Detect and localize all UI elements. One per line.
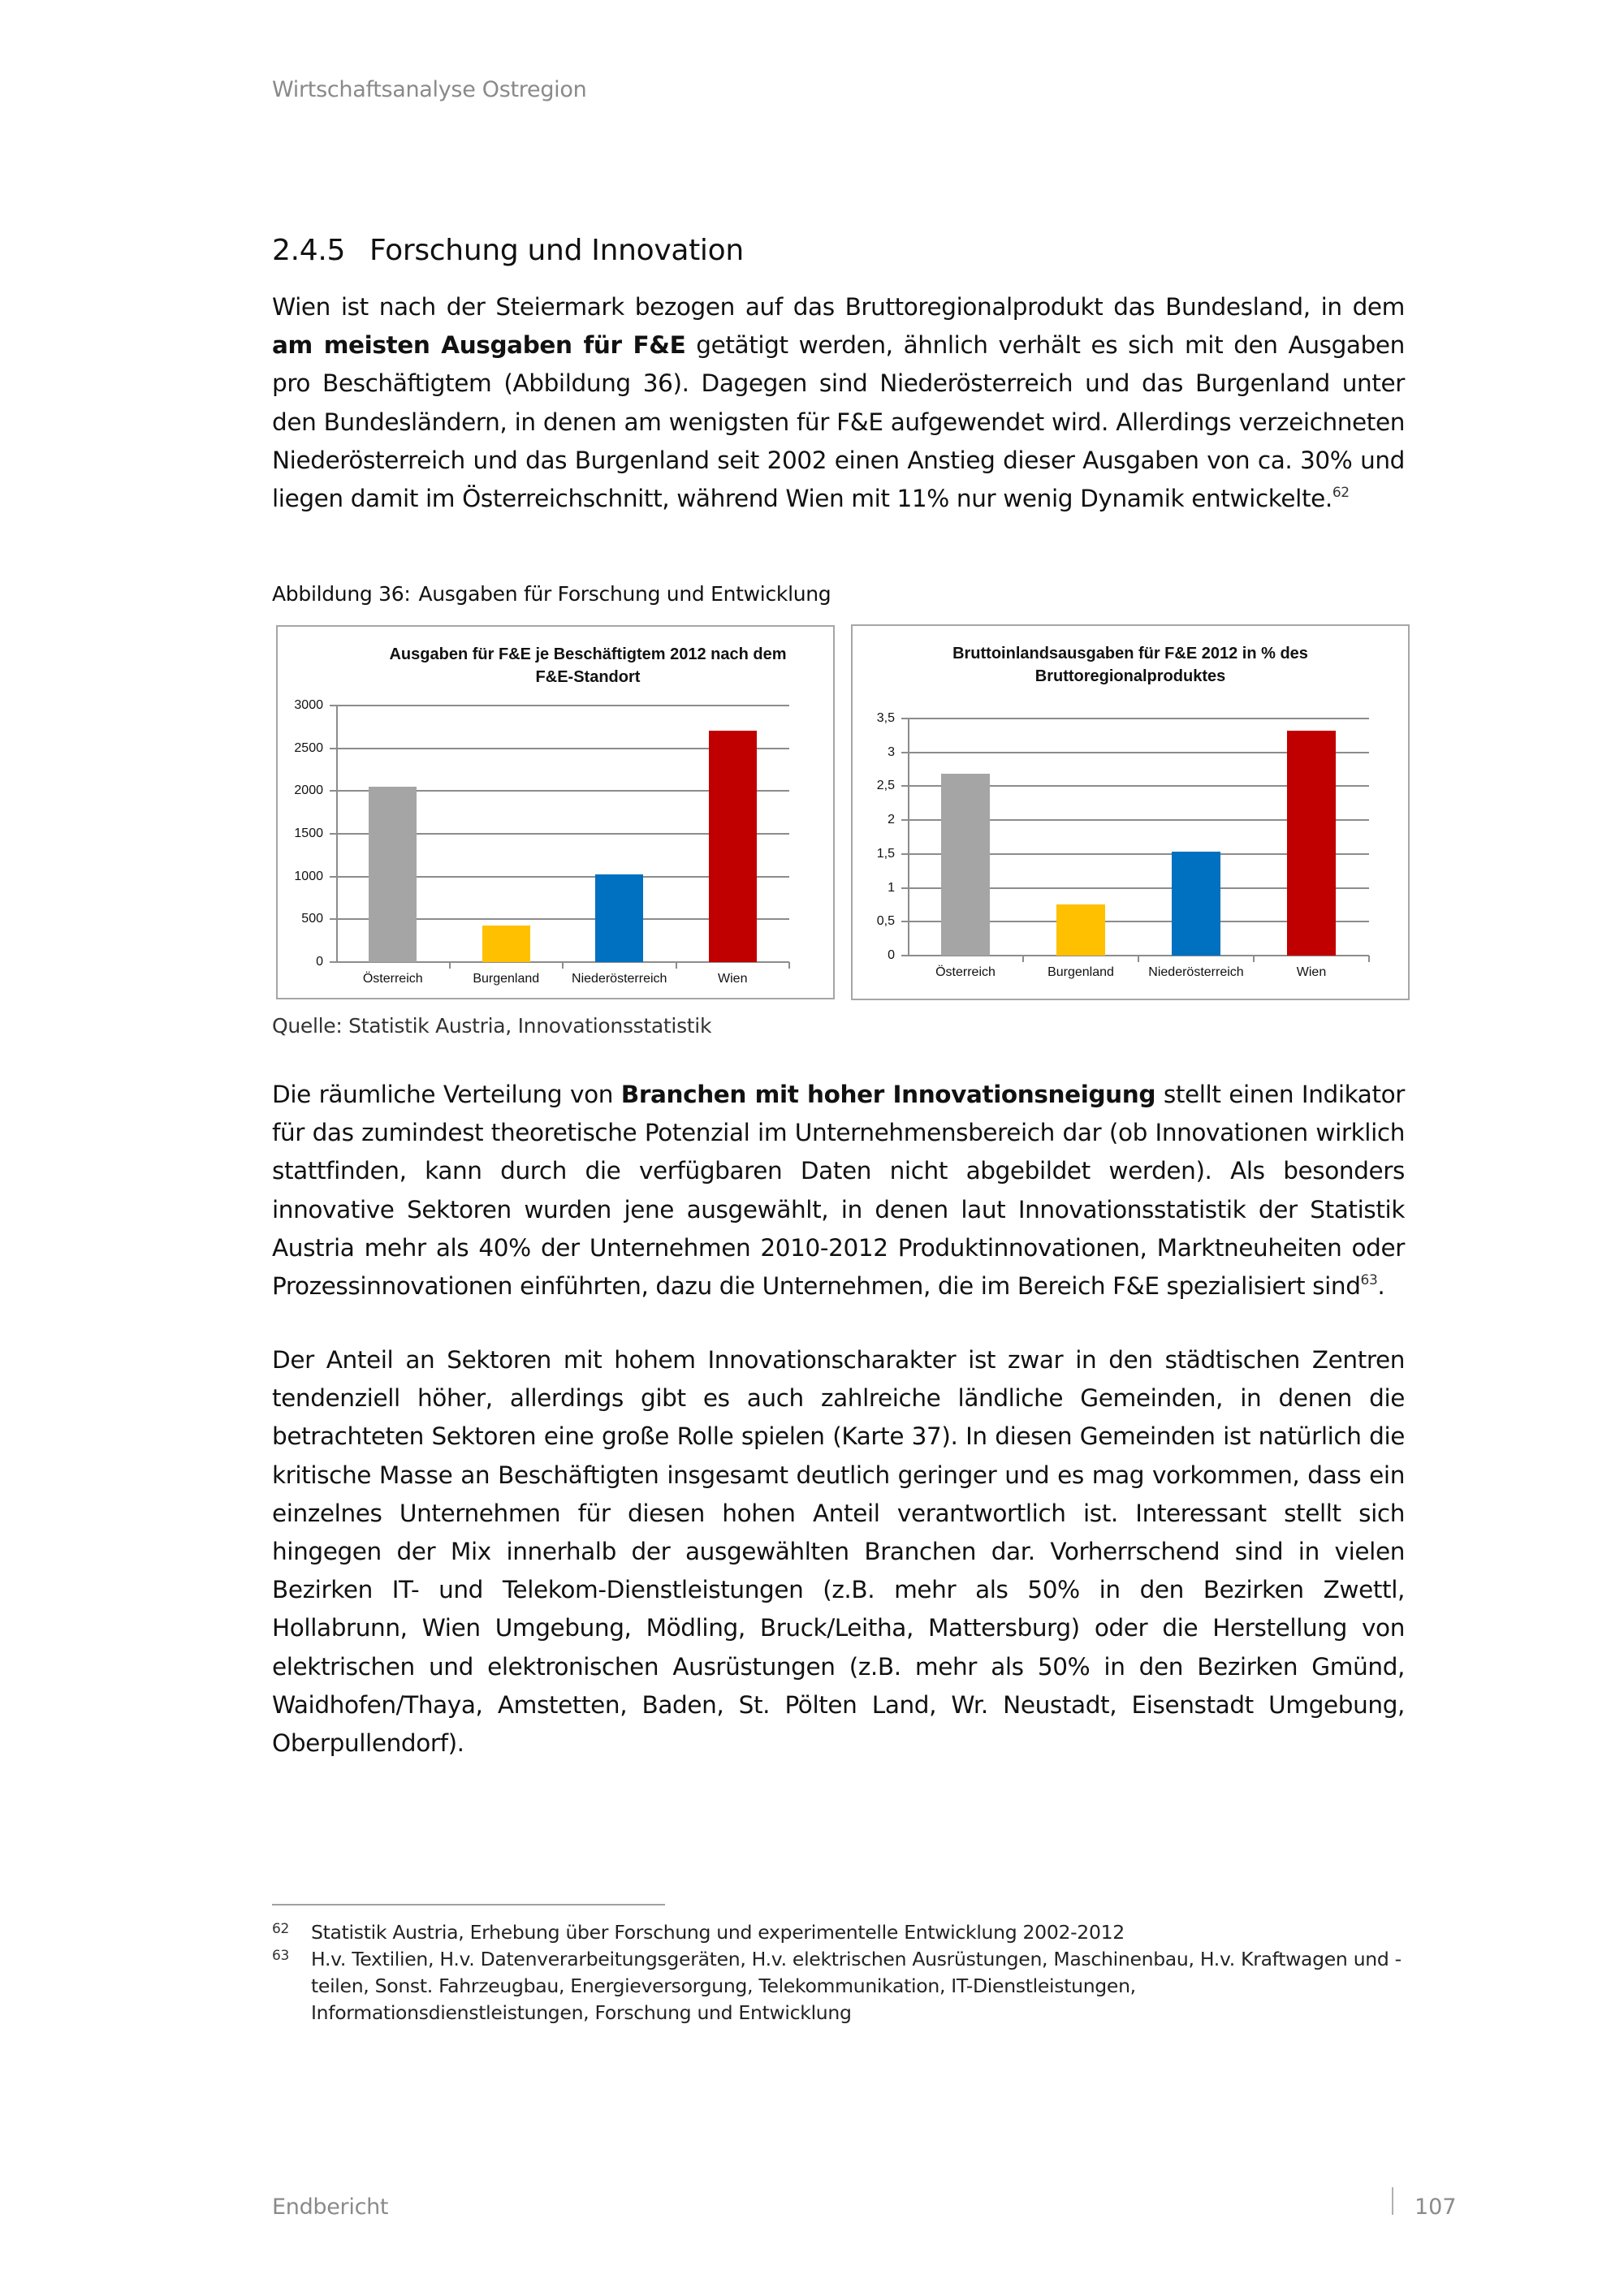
y-tick-label: 2,5 <box>876 779 895 793</box>
y-tick-label: 1000 <box>294 869 323 883</box>
y-tick-label: 1500 <box>294 826 323 840</box>
x-tick-mark <box>562 962 564 969</box>
x-tick-mark <box>676 962 677 969</box>
x-tick-mark <box>1253 956 1255 962</box>
x-tick-label: Burgenland <box>1047 965 1114 979</box>
chart-title-line-2: Bruttoregionalproduktes <box>1034 667 1226 685</box>
chart-title <box>375 643 801 688</box>
x-tick-label: Wien <box>1296 965 1327 979</box>
footnote-text: H.v. Textilien, H.v. Datenverarbeitungsgeräten, H.v. elektrischen Ausrüstungen, Maschinenbau, H.v. Kraftwagen und -teilen, Sonst. Fahrzeugbau, Energieversorgung, Telekommunikation, IT-Dienstleistungen, Informationsdienstleistungen, Forschung und Entwicklung <box>311 1948 1402 2024</box>
bar-sterreich <box>369 787 417 962</box>
y-tick-label: 3 <box>888 744 895 759</box>
bar-niedersterreich <box>595 874 643 962</box>
x-tick-label: Niederösterreich <box>572 972 667 986</box>
paragraph-1-text-a: Wien ist nach der Steiermark bezogen auf das Bruttoregionalprodukt das Bundesland, in dem <box>272 293 1405 321</box>
bar-burgenland <box>1056 904 1105 956</box>
figure-label: Abbildung 36: <box>272 582 411 606</box>
page-number: 107 <box>1415 2195 1457 2220</box>
y-tick-label: 2500 <box>294 740 323 755</box>
bar-wien <box>709 731 757 962</box>
running-head: Wirtschaftsanalyse Ostregion <box>272 77 587 102</box>
x-tick-label: Österreich <box>935 965 996 979</box>
x-tick-label: Burgenland <box>473 972 540 986</box>
section-heading <box>272 234 744 267</box>
footnote-number: 62 <box>272 1921 290 1937</box>
y-axis <box>908 719 909 956</box>
bar-wien <box>1287 731 1336 956</box>
x-tick-label: Österreich <box>362 972 423 986</box>
chart-title-line-2: F&E-Standort <box>535 668 641 686</box>
x-tick-label: Niederösterreich <box>1148 965 1244 979</box>
x-tick-mark <box>788 962 790 969</box>
footnote-number: 63 <box>272 1948 290 1964</box>
figure-source: Quelle: Statistik Austria, Innovationsstatistik <box>272 1014 712 1038</box>
section-number: 2.4.5 <box>272 234 346 267</box>
y-tick-label: 2 <box>888 813 895 827</box>
bar-sterreich <box>941 774 990 956</box>
gridline <box>330 705 789 706</box>
footer-divider <box>1392 2187 1393 2215</box>
plot-area <box>876 711 1369 979</box>
paragraph-2 <box>272 1076 1405 1306</box>
paragraph-1-bold: am meisten Ausgaben für F&E <box>272 331 686 360</box>
x-tick-mark <box>1022 956 1024 962</box>
chart-title-line-1: Ausgaben für F&E je Beschäftigtem 2012 nach dem <box>389 645 787 663</box>
paragraph-2-bold: Branchen mit hoher Innovationsneigung <box>620 1081 1156 1108</box>
x-tick-mark <box>449 962 451 969</box>
footnote-ref-63[interactable]: 63 <box>1360 1272 1378 1289</box>
bar-niedersterreich <box>1172 852 1220 956</box>
plot-area <box>294 698 789 986</box>
y-tick-label: 3000 <box>294 698 323 712</box>
y-tick-label: 2000 <box>294 783 323 798</box>
paragraph-1 <box>272 288 1405 518</box>
y-tick-label: 0,5 <box>876 914 895 929</box>
y-tick-label: 0 <box>316 955 323 969</box>
y-tick-label: 500 <box>301 912 323 926</box>
chart-title-line-1: Bruttoinlandsausgaben für F&E 2012 in % des <box>952 645 1308 662</box>
footer-label: Endbericht <box>272 2195 389 2220</box>
gridline <box>901 718 1369 719</box>
paragraph-2-text-b: stellt einen Indikator für das zumindest theoretische Potenzial im Unternehmensbereich dar (ob Innovationen wirklich stattfinden, kann durch die verfügbaren Daten nicht abgebildet werden). Als besonders innovative Sektoren wurden jene ausgewählt, in denen laut Innovationsstatistik der Statistik Austria mehr als 40% der Unternehmen 2010-2012 Produktinnovationen, Marktneuheiten oder Prozessinnovationen einführten, dazu die Unternehmen, die im Bereich F&E spezialisiert sind <box>272 1081 1405 1301</box>
figure-caption <box>272 582 831 606</box>
footnote-63 <box>272 1946 1405 2026</box>
chart-title <box>853 642 1408 688</box>
y-tick-label: 1 <box>888 880 895 895</box>
paragraph-2-text-a: Die räumliche Verteilung von <box>272 1081 621 1108</box>
figure-title: Ausgaben für Forschung und Entwicklung <box>418 582 831 606</box>
y-tick-label: 1,5 <box>876 846 895 861</box>
footnote-ref-62[interactable]: 62 <box>1332 485 1350 502</box>
paragraph-2-end: . <box>1377 1272 1385 1301</box>
paragraph-1-text-b: getätigt werden, ähnlich verhält es sich mit den Ausgaben pro Beschäftigtem (Abbildung 36). Dagegen sind Niederösterreich und das Burgenland unter den Bundesländern, in denen am wenigsten für F&E aufgewendet wird. Allerdings verzeichneten Niederösterreich und das Burgenland seit 2002 einen Anstieg dieser Ausgaben von ca. 30% und liegen damit im Österreichschnitt, während Wien mit 11% nur wenig Dynamik entwickelte. <box>272 331 1405 513</box>
x-tick-mark <box>1368 956 1370 962</box>
footnote-divider <box>272 1904 665 1905</box>
footnote-62 <box>272 1919 1405 1946</box>
chart-fe-per-employee <box>276 625 835 999</box>
y-tick-label: 0 <box>888 948 895 962</box>
section-title: Forschung und Innovation <box>369 234 744 267</box>
x-tick-label: Wien <box>718 972 748 986</box>
paragraph-3: Der Anteil an Sektoren mit hohem Innovationscharakter ist zwar in den städtischen Zentren tendenziell höher, allerdings gibt es auch zahlreiche ländliche Gemeinden, in denen die betrachteten Sektoren eine große Rolle spielen (Karte 37). In diesen Gemeinden ist natürlich die kritische Masse an Beschäftigten insgesamt deutlich geringer und es mag vorkommen, dass ein einzelnes Unternehmen für diesen hohen Anteil verantwortlich ist. Interessant stellt sich hingegen der Mix innerhalb der ausgewählten Branchen dar. Vorherrschend sind in vielen Bezirken IT- und Telekom-Dienstleistungen (z.B. mehr als 50% in den Bezirken Zwettl, Hollabrunn, Wien Umgebung, Mödling, Bruck/Leitha, Mattersburg) oder die Herstellung von elektrischen und elektronischen Ausrüstungen (z.B. mehr als 50% in den Bezirken Gmünd, Waidhofen/Thaya, Amstetten, Baden, St. Pölten Land, Wr. Neustadt, Eisenstadt Umgebung, Oberpullendorf). <box>272 1346 1405 1758</box>
y-tick-label: 3,5 <box>876 711 895 725</box>
footnote-text: Statistik Austria, Erhebung über Forschung und experimentelle Entwicklung 2002-2012 <box>311 1921 1125 1944</box>
chart-fe-share-grp <box>851 624 1410 1000</box>
bar-burgenland <box>482 926 530 962</box>
x-tick-mark <box>1138 956 1139 962</box>
